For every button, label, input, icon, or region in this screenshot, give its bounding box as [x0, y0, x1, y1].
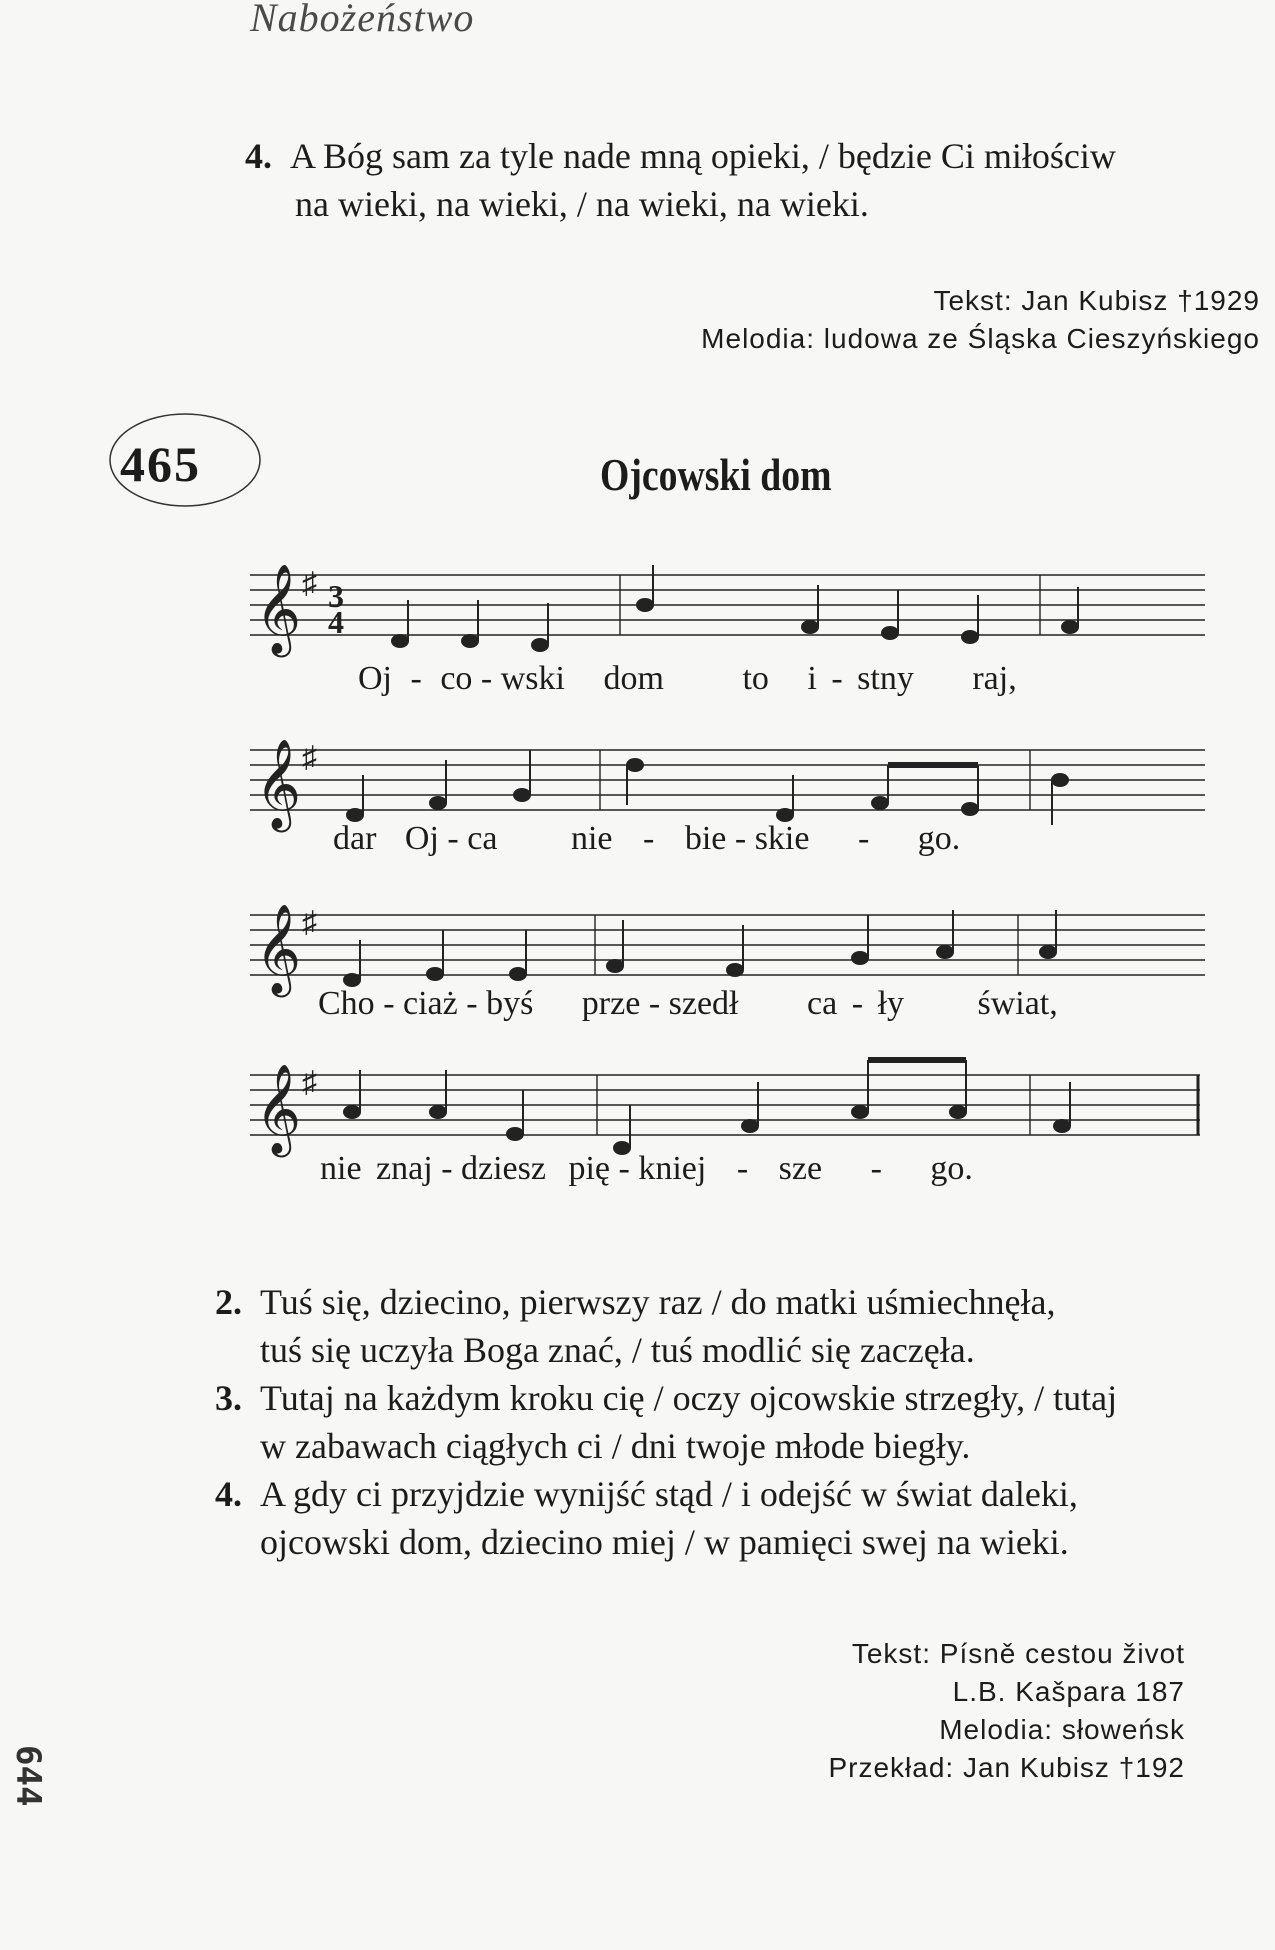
svg-text:♯: ♯ — [302, 567, 317, 600]
syllable: Oj — [404, 820, 439, 857]
lyrics-line-4 — [320, 1150, 973, 1188]
lyrics-line-1 — [358, 660, 1017, 698]
svg-text:𝄞: 𝄞 — [255, 1064, 302, 1154]
verse-line: Tuś się, dziecino, pierwszy raz / do matki uśmiechnęła, — [260, 1282, 1056, 1322]
syllable: go. — [930, 1150, 973, 1187]
syllable: - — [851, 985, 864, 1022]
syllable: ły — [877, 985, 904, 1022]
verse-2 — [215, 1278, 1255, 1374]
syllable: znaj — [376, 1150, 433, 1187]
running-head: Nabożeństwo — [250, 0, 475, 40]
lyrics-line-2 — [333, 820, 960, 858]
syllable: ciaż — [403, 985, 458, 1022]
syllable: byś — [486, 985, 534, 1022]
svg-text:♯: ♯ — [302, 906, 317, 939]
verses-block — [215, 1278, 1255, 1566]
credit-line: Tekst: Písně cestou život — [851, 1638, 1185, 1669]
syllable: - — [736, 1150, 749, 1187]
svg-text:𝄞: 𝄞 — [255, 904, 302, 994]
syllable: - — [648, 985, 661, 1022]
verse-line: w zabawach ciągłych ci / dni twoje młode biegły. — [260, 1426, 971, 1466]
syllable: co — [440, 660, 473, 697]
syllable: - — [831, 660, 843, 697]
syllable: - — [642, 820, 655, 857]
verse-line: A gdy ci przyjdzie wynijść stąd / i odejść w świat daleki, — [260, 1474, 1078, 1514]
song-title: Ojcowski dom — [600, 449, 832, 500]
syllable: - — [618, 1150, 630, 1187]
syllable: Cho — [318, 985, 375, 1022]
syllable: skie — [754, 820, 810, 857]
verse-line: Tutaj na każdym kroku cię / oczy ojcowskie strzegły, / tutaj — [260, 1378, 1118, 1418]
syllable: - — [480, 660, 493, 697]
song-number: 465 — [120, 436, 201, 492]
syllable: dom — [603, 660, 664, 697]
syllable: - — [857, 820, 870, 857]
syllable: prze — [581, 985, 641, 1022]
prev-credits — [500, 282, 1260, 358]
credit-line: Przekład: Jan Kubisz †192 — [828, 1752, 1185, 1783]
syllable: i — [807, 660, 817, 697]
syllable: - — [441, 1150, 453, 1187]
syllable: - — [870, 1150, 882, 1187]
prev-verse-4 — [245, 132, 1116, 228]
syllable: - — [734, 820, 747, 857]
svg-text:♯: ♯ — [302, 1066, 317, 1099]
verse-line: ojcowski dom, dziecino miej / w pamięci swej na wieki. — [260, 1522, 1069, 1562]
syllable: dziesz — [461, 1150, 546, 1187]
verse-line: na wieki, na wieki, / na wieki, na wieki. — [295, 184, 869, 224]
syllable: bie — [684, 820, 727, 857]
syllable: - — [410, 660, 422, 697]
syllable: dar — [333, 820, 377, 857]
syllable: pię — [568, 1150, 611, 1187]
syllable: Oj — [358, 660, 392, 697]
verse-number: 3. — [215, 1378, 242, 1418]
credit-text: Tekst: Jan Kubisz †1929 — [933, 285, 1260, 316]
syllable: nie — [320, 1150, 362, 1187]
song-credits — [700, 1635, 1185, 1787]
syllable: - — [447, 820, 459, 857]
syllable: go. — [917, 820, 961, 857]
music-staff-4 — [240, 1030, 1220, 1170]
syllable: stny — [857, 660, 914, 697]
lyrics-line-3 — [318, 985, 1058, 1023]
verse-number: 4. — [245, 136, 272, 176]
verse-4 — [215, 1470, 1255, 1566]
credit-line: L.B. Kašpara 187 — [952, 1676, 1185, 1707]
svg-text:𝄞: 𝄞 — [255, 739, 302, 829]
svg-text:𝄞: 𝄞 — [255, 564, 302, 654]
verse-line: tuś się uczyła Boga znać, / tuś modlić się zaczęła. — [260, 1330, 975, 1370]
verse-number: 2. — [215, 1282, 242, 1322]
verse-3 — [215, 1374, 1255, 1470]
verse-line: A Bóg sam za tyle nade mną opieki, / będzie Ci miłościw — [290, 136, 1116, 176]
credit-line: Melodia: słoweńsk — [939, 1714, 1185, 1745]
syllable: szedł — [668, 985, 739, 1022]
verse-number: 4. — [215, 1474, 242, 1514]
svg-text:3: 3 — [328, 578, 344, 614]
credit-melody: Melodia: ludowa ze Śląska Cieszyńskiego — [701, 323, 1260, 354]
syllable: to — [742, 660, 769, 697]
page-number: 644 — [8, 1745, 48, 1807]
syllable: kniej — [638, 1150, 707, 1187]
svg-text:♯: ♯ — [302, 741, 317, 774]
syllable: raj, — [972, 660, 1017, 697]
syllable: - — [466, 985, 478, 1022]
syllable: wski — [500, 660, 565, 697]
syllable: świat, — [977, 985, 1058, 1022]
syllable: sze — [778, 1150, 823, 1187]
syllable: - — [383, 985, 395, 1022]
syllable: nie — [570, 820, 613, 857]
svg-text:4: 4 — [328, 604, 344, 640]
syllable: ca — [807, 985, 838, 1022]
syllable: ca — [467, 820, 498, 857]
